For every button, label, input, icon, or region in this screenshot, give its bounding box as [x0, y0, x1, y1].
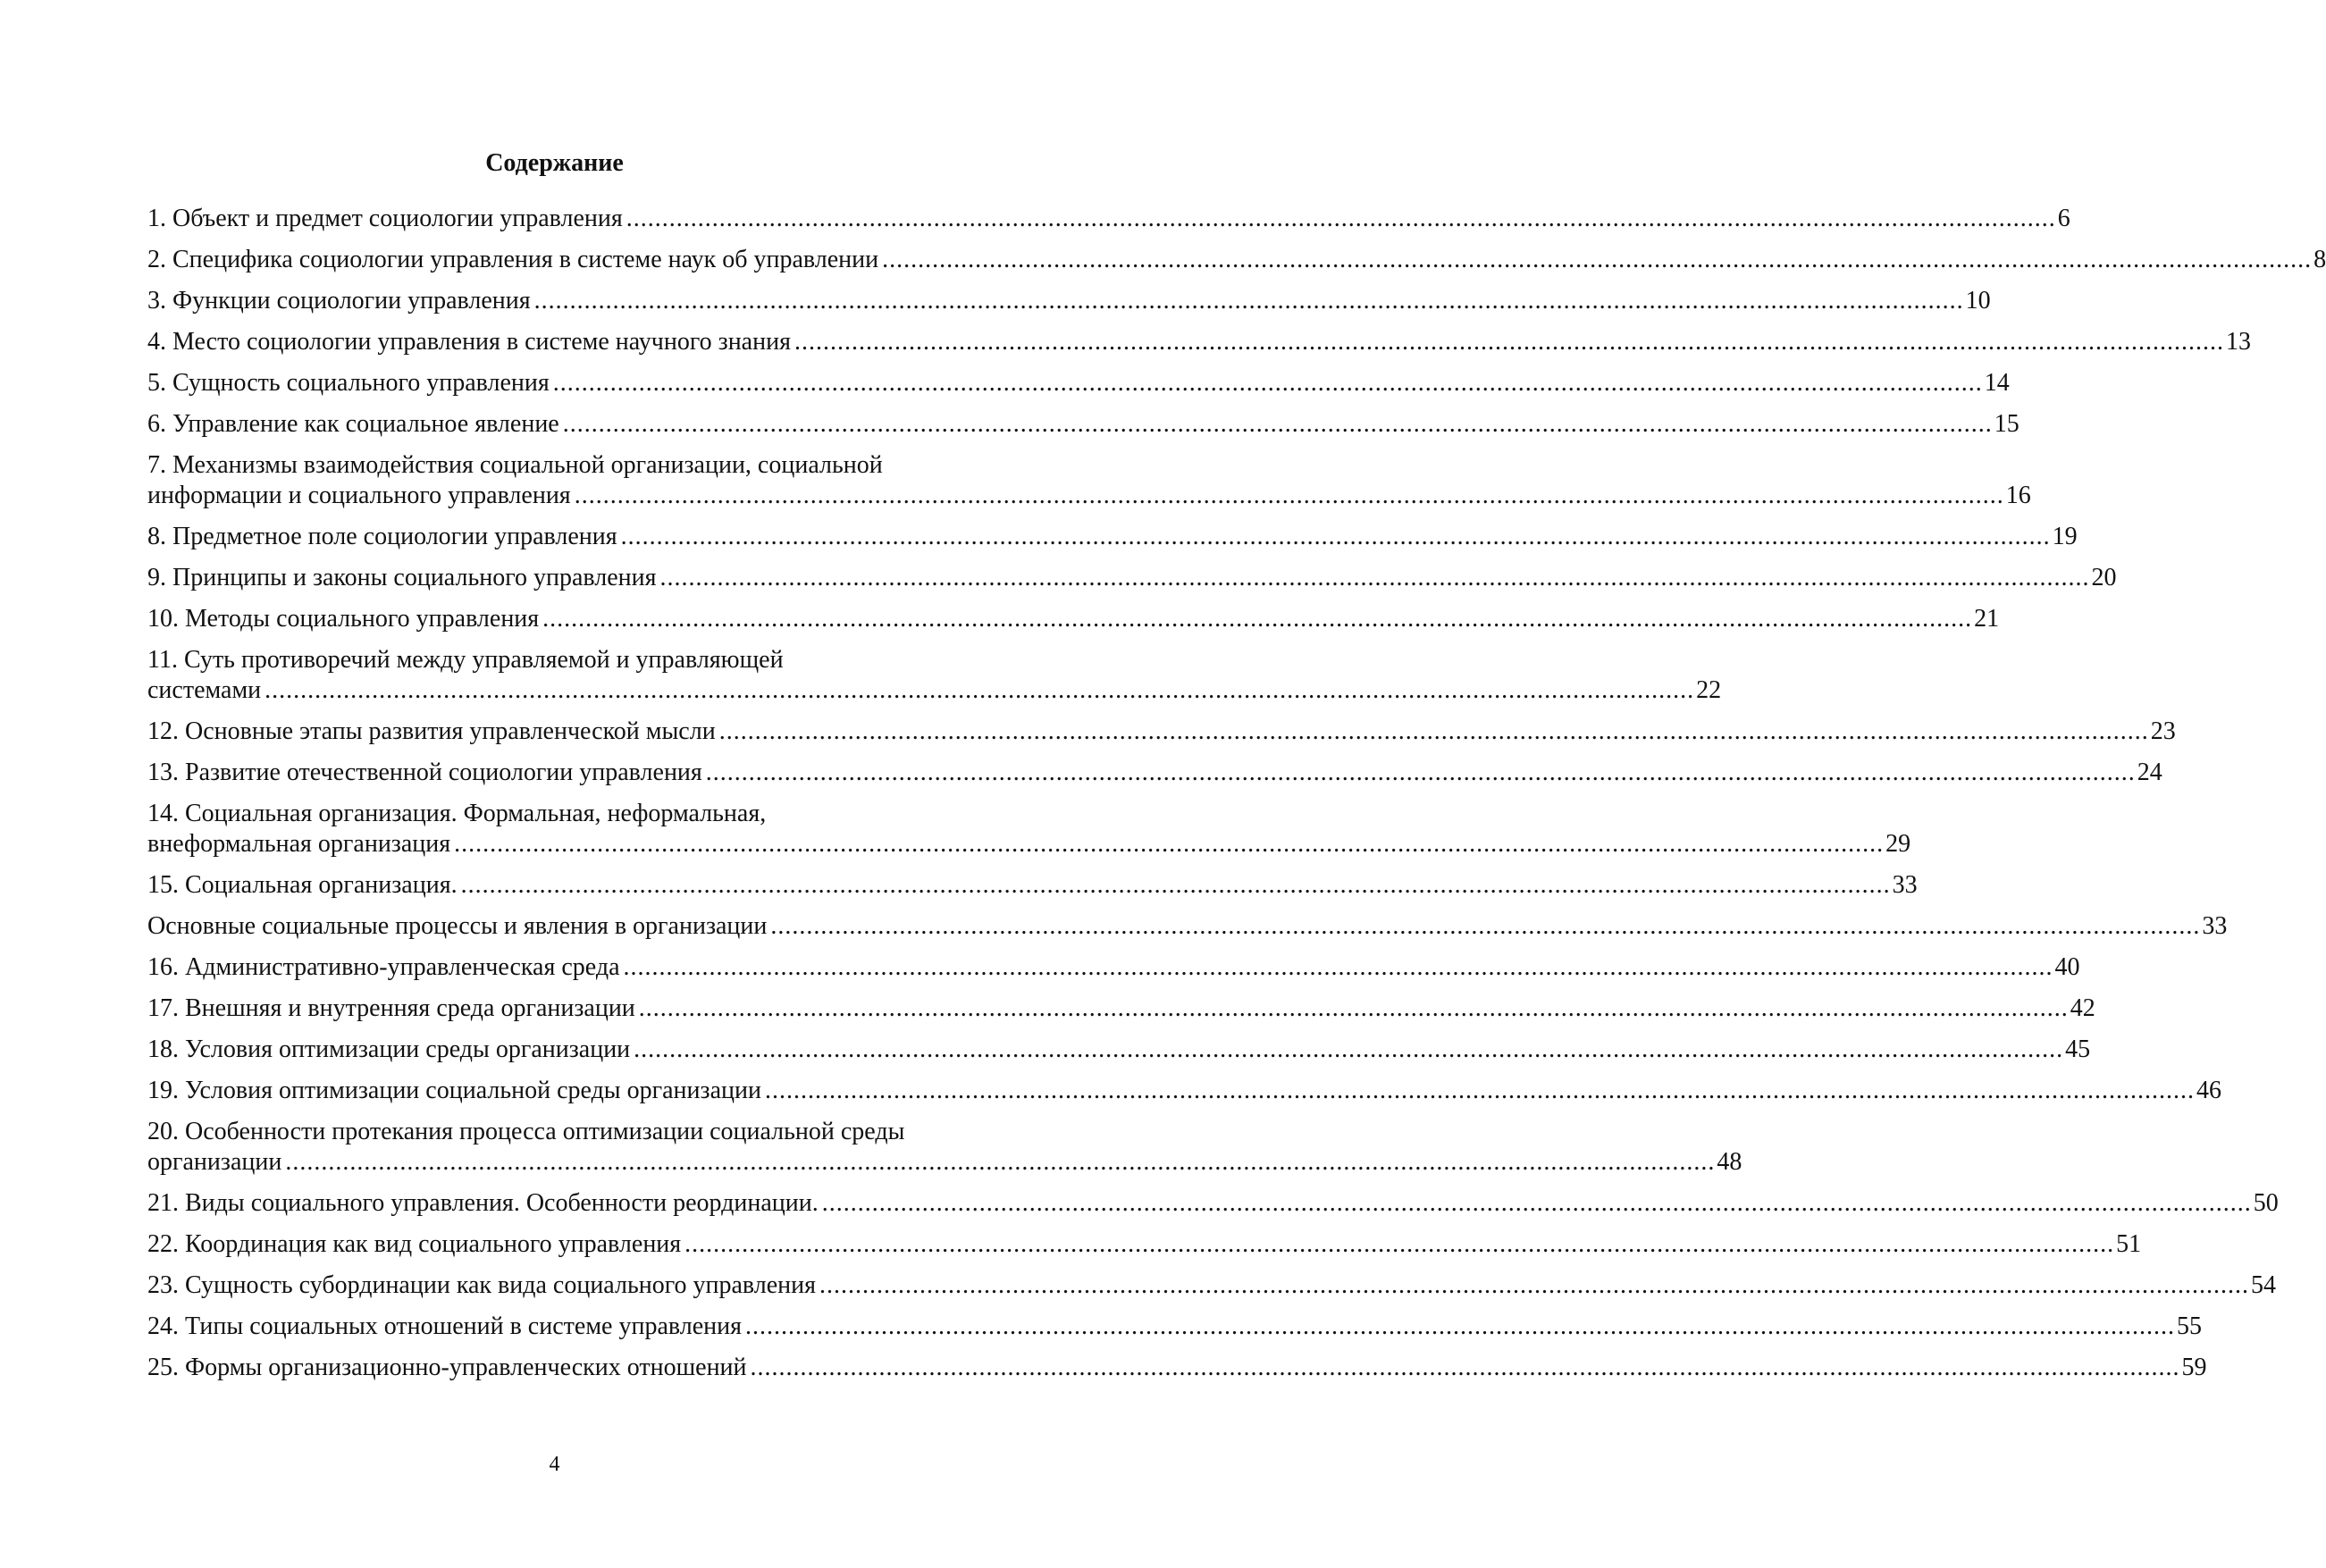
- toc-entry-text: организации: [147, 1148, 282, 1176]
- dot-leader: ........................................................................................................................................................................................................: [659, 564, 2090, 591]
- toc-entry-page: 14: [1984, 369, 2010, 397]
- toc-entry-text: 22. Координация как вид социального управления: [147, 1230, 682, 1258]
- toc-entry-page: 50: [2253, 1189, 2279, 1217]
- toc-entry-text: информации и социального управления: [147, 482, 571, 509]
- toc-entry-page: 59: [2181, 1354, 2207, 1381]
- toc-entry-text: 11. Суть противоречий между управляемой и управляющей: [147, 646, 784, 674]
- toc-entry[interactable]: [147, 204, 2070, 234]
- toc-entry-text: 5. Сущность социального управления: [147, 369, 550, 397]
- toc-entry-text: 23. Сущность субординации как вида социального управления: [147, 1271, 817, 1299]
- toc-entry[interactable]: [147, 522, 2078, 552]
- toc-entry-text: 17. Внешняя и внутренняя среда организации: [147, 994, 635, 1022]
- dot-leader: ........................................................................................................................................................................................................: [285, 1148, 1716, 1176]
- dot-leader: ........................................................................................................................................................................................................: [626, 205, 2056, 232]
- dot-leader: ........................................................................................................................................................................................................: [718, 717, 2149, 745]
- toc-entry-page: 13: [2225, 328, 2251, 356]
- toc-entry-page: 19: [2052, 523, 2078, 550]
- toc-entry-page: 22: [1696, 676, 1722, 704]
- toc-entry-text: 6. Управление как социальное явление: [147, 410, 559, 438]
- toc-entry-text: 10. Методы социального управления: [147, 605, 540, 633]
- dot-leader: ........................................................................................................................................................................................................: [684, 1230, 2115, 1258]
- toc-entry-text: 20. Особенности протекания процесса оптимизации социальной среды: [147, 1118, 905, 1145]
- toc-entry-text: 3. Функции социологии управления: [147, 287, 531, 314]
- dot-leader: ........................................................................................................................................................................................................: [562, 410, 1993, 438]
- toc-entry-text: системами: [147, 676, 262, 704]
- dot-leader: ........................................................................................................................................................................................................: [882, 246, 2313, 273]
- dot-leader: ........................................................................................................................................................................................................: [265, 676, 1695, 704]
- toc-entry[interactable]: [147, 1076, 2221, 1106]
- toc-entry-text: 4. Место социологии управления в системе научного знания: [147, 328, 791, 356]
- dot-leader: ........................................................................................................................................................................................................: [705, 759, 2136, 786]
- toc-entry-page: 33: [2202, 912, 2228, 940]
- dot-leader: ........................................................................................................................................................................................................: [821, 1189, 2252, 1217]
- table-of-contents: [147, 204, 2326, 1394]
- toc-entry[interactable]: [147, 245, 2326, 275]
- dot-leader: ........................................................................................................................................................................................................: [794, 328, 2224, 356]
- toc-entry-text: 2. Специфика социологии управления в системе наук об управлении: [147, 246, 879, 273]
- toc-entry-text: 24. Типы социальных отношений в системе управления: [147, 1312, 742, 1340]
- toc-entry-text: 19. Условия оптимизации социальной среды организации: [147, 1077, 761, 1104]
- toc-entry-page: 48: [1717, 1148, 1742, 1176]
- dot-leader: ........................................................................................................................................................................................................: [460, 871, 1891, 899]
- dot-leader: ........................................................................................................................................................................................................: [764, 1077, 2195, 1104]
- toc-entry[interactable]: [147, 409, 2020, 440]
- toc-entry-page: 23: [2150, 717, 2176, 745]
- toc-entry-text: 12. Основные этапы развития управленческой мысли: [147, 717, 716, 745]
- dot-leader: ........................................................................................................................................................................................................: [634, 1036, 2064, 1063]
- toc-entry-text: 8. Предметное поле социологии управления: [147, 523, 617, 550]
- toc-entry-page: 45: [2065, 1036, 2091, 1063]
- toc-entry-page: 21: [1974, 605, 2000, 633]
- toc-entry[interactable]: [147, 1188, 2279, 1219]
- toc-entry[interactable]: [147, 1229, 2142, 1260]
- dot-leader: ........................................................................................................................................................................................................: [819, 1271, 2250, 1299]
- toc-entry[interactable]: [147, 1312, 2202, 1342]
- toc-entry[interactable]: [147, 1117, 1742, 1178]
- toc-entry-page: 16: [2005, 482, 2031, 509]
- toc-entry[interactable]: [147, 563, 2117, 593]
- toc-entry[interactable]: [147, 1353, 2207, 1383]
- dot-leader: ........................................................................................................................................................................................................: [454, 830, 1885, 858]
- toc-entry-text: 25. Формы организационно-управленческих отношений: [147, 1354, 747, 1381]
- toc-entry[interactable]: [147, 368, 2010, 398]
- toc-entry-page: 46: [2196, 1077, 2221, 1104]
- toc-entry-page: 10: [1965, 287, 1991, 314]
- toc-entry[interactable]: [147, 870, 1918, 901]
- toc-entry-page: 54: [2251, 1271, 2277, 1299]
- toc-entry-text: внеформальная организация: [147, 830, 451, 858]
- toc-entry-text: 18. Условия оптимизации среды организации: [147, 1036, 631, 1063]
- dot-leader: ........................................................................................................................................................................................................: [533, 287, 1964, 314]
- toc-entry[interactable]: [147, 604, 2000, 634]
- toc-entry-page: 51: [2116, 1230, 2142, 1258]
- toc-entry[interactable]: [147, 799, 1911, 859]
- dot-leader: ........................................................................................................................................................................................................: [770, 912, 2201, 940]
- toc-entry-text: 7. Механизмы взаимодействия социальной организации, социальной: [147, 451, 883, 479]
- toc-entry-text: 1. Объект и предмет социологии управления: [147, 205, 623, 232]
- toc-entry[interactable]: [147, 758, 2162, 788]
- toc-entry-text: 13. Развитие отечественной социологии управления: [147, 759, 702, 786]
- page-title: Содержание: [485, 149, 624, 177]
- toc-entry[interactable]: [147, 717, 2176, 747]
- toc-entry[interactable]: [147, 450, 2031, 511]
- toc-entry-page: 33: [1892, 871, 1918, 899]
- dot-leader: ........................................................................................................................................................................................................: [552, 369, 1983, 397]
- toc-entry-page: 40: [2054, 953, 2080, 981]
- toc-entry[interactable]: [147, 911, 2228, 942]
- toc-entry-page: 55: [2176, 1312, 2202, 1340]
- toc-entry-text: Основные социальные процессы и явления в организации: [147, 912, 768, 940]
- toc-entry-text: 16. Административно-управленческая среда: [147, 953, 620, 981]
- toc-entry[interactable]: [147, 286, 1991, 316]
- dot-leader: ........................................................................................................................................................................................................: [750, 1354, 2180, 1381]
- toc-entry-text: 14. Социальная организация. Формальная, неформальная,: [147, 800, 767, 827]
- toc-entry-page: 8: [2313, 246, 2326, 273]
- toc-entry[interactable]: [147, 645, 1722, 706]
- toc-entry-page: 24: [2137, 759, 2162, 786]
- toc-entry[interactable]: [147, 994, 2095, 1024]
- toc-entry[interactable]: [147, 327, 2251, 357]
- dot-leader: ........................................................................................................................................................................................................: [574, 482, 2004, 509]
- toc-entry-text: 9. Принципы и законы социального управления: [147, 564, 657, 591]
- dot-leader: ........................................................................................................................................................................................................: [638, 994, 2069, 1022]
- toc-entry[interactable]: [147, 952, 2080, 983]
- toc-entry-page: 29: [1885, 830, 1911, 858]
- page-number: 4: [549, 1453, 560, 1476]
- toc-entry-text: 21. Виды социального управления. Особенности реординации.: [147, 1189, 819, 1217]
- toc-entry[interactable]: [147, 1270, 2277, 1301]
- dot-leader: ........................................................................................................................................................................................................: [542, 605, 1973, 633]
- toc-entry-page: 20: [2091, 564, 2117, 591]
- toc-entry-page: 42: [2070, 994, 2095, 1022]
- dot-leader: ........................................................................................................................................................................................................: [620, 523, 2051, 550]
- toc-entry-text: 15. Социальная организация.: [147, 871, 458, 899]
- dot-leader: ........................................................................................................................................................................................................: [744, 1312, 2175, 1340]
- dot-leader: ........................................................................................................................................................................................................: [623, 953, 2053, 981]
- toc-entry-page: 15: [1994, 410, 2020, 438]
- toc-entry[interactable]: [147, 1035, 2091, 1065]
- toc-entry-page: 6: [2057, 205, 2070, 232]
